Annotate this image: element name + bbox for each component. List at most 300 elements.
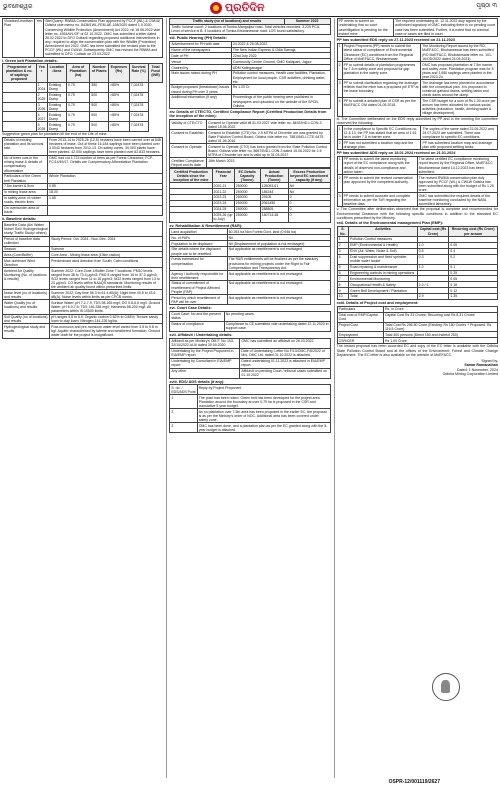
table-row bbox=[170, 358, 330, 368]
table-cell: 250000 bbox=[234, 212, 260, 222]
table-cell: Baseline Data (Air/ Water/ Noise/ Soil/ Hydrogeological study/ Traffic Study/ others) bbox=[4, 222, 48, 236]
table-cell: Hydrogeological study and results bbox=[3, 324, 50, 338]
table-cell: 7,02478 bbox=[129, 102, 148, 112]
table-cell: 29105 bbox=[260, 195, 288, 201]
sign-date: Dated: 1 November, 2024 bbox=[457, 367, 498, 372]
table-cell: Ambient Air Quality Monitoring (No. of locations & results) bbox=[3, 268, 50, 290]
table-cell: 350 bbox=[90, 82, 109, 92]
table-row bbox=[170, 368, 330, 378]
sign-org: Odisha Mining Corporation Limited bbox=[442, 372, 498, 377]
table-header-cell: Actual Production (Tonne) bbox=[260, 169, 288, 183]
table-cell: 250000 bbox=[234, 189, 260, 195]
plantation-details-table bbox=[2, 137, 163, 216]
table-header-cell: Capital cost (Rs Crore) bbox=[417, 227, 449, 237]
table-cell: OMC has been done, and a plantation plan as per the EC granted along with the 5-year budget is attached. bbox=[197, 423, 330, 433]
table-cell: 8 bbox=[337, 282, 348, 288]
table-row bbox=[337, 193, 497, 207]
table-cell: Date of PH bbox=[170, 53, 232, 59]
table-cell: 500 bbox=[90, 92, 109, 102]
column-2 bbox=[166, 18, 330, 778]
table-row bbox=[3, 122, 163, 132]
page-number: ପୃଷ୍ଠା ୩ bbox=[476, 3, 497, 9]
table-cell: Total bbox=[349, 294, 418, 300]
table-cell: Period of baseline data collection bbox=[3, 236, 50, 246]
table-cell: 2024-25 bbox=[212, 206, 234, 212]
table-cell: The latest certified EC compliance monitoring report issued by the Regional Office, MoEF&CC Bhubaneswar dated 14.12.2023 has been submitted. bbox=[417, 157, 497, 175]
table-cell: Site/Quarry: RWMA Conservation Plan approved by PCCF (WL) & CWLW; Odisha vide memo no. 8436/1WL-FEM-AE-158/2020 dated 1.9.2020. Conserving Wildlife Protection (Amendment) Act 2022, nit 18.06.2022 vide letter no. 4934/WL/OF of 02.10.2022. OMC has submitted a letter dated 28.02.2022 to DFO Cuttack regarding proposed additional interventions in any; required to align the conservation plan with the Wildlife (Protection) Amendment Act 2022. OMC has been submitted the revised plan to the PCCF (WL) and CWLW. Subsequently OMC has revised the RWMA and submitted to DFO, Cuttack on 23.03.2022. bbox=[44, 19, 163, 58]
table-cell: Rs. in Crore bbox=[383, 306, 497, 312]
table-cell: 250000 bbox=[234, 195, 260, 201]
table-cell: Any other bbox=[170, 368, 240, 378]
table-cell: Summer bbox=[50, 246, 163, 252]
table-cell bbox=[3, 102, 37, 112]
court-undertaking-table bbox=[337, 18, 498, 37]
table-cell: Status of commitment of resettlement of Project Affected People (PAP) bbox=[170, 281, 227, 295]
table-cell: 1 bbox=[337, 157, 342, 175]
table-cell: 2 2025 bbox=[37, 92, 46, 102]
table-cell: 0.12 bbox=[449, 288, 498, 294]
table-cell: 2 bbox=[337, 62, 342, 80]
table-cell: 1 2024 bbox=[37, 82, 46, 92]
violation-table bbox=[2, 18, 163, 58]
table-header-cell: Yea r bbox=[36, 64, 47, 82]
masthead-left-text: ଭୁବନେଶ୍ୱର bbox=[3, 3, 33, 10]
table-cell: Pollution control measures, Health care facilities, Plantation, Employment for local people, CSR activities, drinking water, etc. bbox=[231, 71, 330, 85]
table-header-cell: Financial Year bbox=[212, 169, 234, 183]
table-cell: 7,02478 bbox=[129, 82, 148, 92]
table-cell: Area (Core/Buffer) bbox=[3, 252, 50, 258]
table-row bbox=[337, 322, 497, 332]
table-cell: Surface Water: pH 7.2-7.9; TDS 98-165 mg/l; DO 5.8-6.6 mg/l. Ground Water: pH 6.9-7.6; TDS 146-338 mg/l; Hardness 88-200 mg/l. All parameters within IS:10500 limits. bbox=[50, 300, 163, 314]
table-cell: 0 bbox=[288, 206, 330, 212]
project-cost-heading: xxiii. Details of Project cost and employment: bbox=[336, 300, 419, 305]
table-cell: From 2013-14 to 2025-26 (12.5) hectares have been carried over at 548 hectares of lease. Out of these 16,184 saplings have been planted over 3.0043 hectares from 2012-13. On safety zones, 30,000 plants have been planted. 42,000 saplings have been planted over 62.833 hectares. bbox=[48, 137, 163, 155]
table-cell: PP needs to submit accurate and complete information as per the ToR regarding the baseline data. bbox=[342, 193, 417, 207]
table-cell: Whole Plantation bbox=[48, 174, 163, 184]
notice-code: OSPR-12/001119/2627 bbox=[388, 779, 440, 785]
table-cell: Status of compliance bbox=[170, 321, 224, 331]
table-cell: OMC had cut 4,723 number of trees as per Forest Clearance, FCP-FC/14/45/17. Details are Compensatory Afforestation Plantation. bbox=[48, 155, 163, 173]
table-cell: Not applicable as resettlement is not envisaged bbox=[227, 247, 330, 257]
table-row bbox=[3, 324, 163, 338]
table-cell: Court Case: No and the present status bbox=[170, 311, 224, 321]
table-header-cell: Certified Production Details since the inception of the mine bbox=[170, 169, 212, 183]
eds-reply-heading: PP has submitted EDS reply on 27.11.2023 received on 21.11.2023 bbox=[336, 38, 455, 43]
table-cell: 16th March 2023 bbox=[207, 158, 331, 168]
public-hearing-table bbox=[169, 41, 330, 109]
table-cell: 3 bbox=[337, 193, 342, 207]
table-cell: S. no. / EDS/ADS Point bbox=[171, 385, 196, 394]
table-cell: Occupational Health & Safety bbox=[349, 282, 418, 288]
table-cell: Particulars bbox=[337, 306, 383, 312]
table-cell: Name of the newspapers bbox=[170, 47, 232, 53]
table-cell: Undertaking by the Project Proponent in EIA/EMP report bbox=[170, 348, 240, 358]
table-cell: 0.05 bbox=[449, 276, 498, 282]
emp-heading: xxii. Details of the Environmental management Plan (EMP): bbox=[336, 221, 443, 226]
table-cell: Budget proposed (breakdown) issues raised during PH over 3 years bbox=[170, 85, 232, 95]
table-cell: 4 bbox=[337, 254, 348, 264]
table-cell: Road repairing & maintenance bbox=[349, 264, 418, 270]
table-cell: The R&R entitlements will be finalized as per the statutory provisions for mining projects under the Right to Fair Compensation and Transparency Act. bbox=[227, 257, 330, 271]
table-cell: Season bbox=[3, 246, 50, 252]
table-row bbox=[337, 62, 497, 80]
table-cell: Additional information (If any) bbox=[170, 95, 232, 109]
table-cell: Post-monsoon and pre-monsoon water level varied from 3.5 to 9.8 m bgl. Aquifer characterised by laterite and weathered formation. Ground water draft for the project is insignificant. bbox=[50, 324, 163, 338]
table-cell: 0 bbox=[288, 212, 330, 222]
table-row bbox=[170, 348, 330, 358]
table-cell: The revised RWMA conservation plan duly approved by PCCF (WL) & CWLW Odisha has been submitted along with the budget of Rs 1.26 crore. bbox=[417, 175, 497, 193]
table-row bbox=[337, 140, 497, 150]
table-row bbox=[170, 144, 330, 158]
table-header-cell: EC Details Capacity (Tonne) bbox=[234, 169, 260, 183]
table-row bbox=[3, 155, 163, 173]
table-cell: 185244 bbox=[260, 189, 288, 195]
court-table bbox=[169, 311, 330, 332]
table-cell: 0.5 bbox=[417, 248, 449, 254]
table-header-cell: Expenses (Rs) bbox=[109, 64, 130, 82]
table-cell: Land acquisition bbox=[170, 229, 227, 235]
green-belt-table bbox=[2, 63, 163, 132]
table-cell: Validity of CTE/CTO bbox=[170, 120, 207, 130]
table-cell bbox=[48, 205, 163, 215]
table-cell: The Monitoring Report issued by the RO, MoEF&CC, Bhubaneswar has been submitted (RO MoEF&CC, Bhubaneswar letter no. 101-16/OD/2022 dated 24.05.2023). bbox=[421, 43, 498, 61]
table-cell: 3 2026 bbox=[37, 102, 46, 111]
table-cell: Consent to Establish (CTE) No. 2.5 MTPA of Chromite ore was granted by State Pollution Control Board, Odisha vide letter no. 7581/IND-I-CTE-6475 dated 01.06.2016 bbox=[207, 130, 331, 144]
table-row bbox=[170, 257, 330, 271]
table-cell: Noise level (no of locations) and results bbox=[3, 290, 50, 300]
table-cell: >85% bbox=[109, 102, 130, 112]
column-1 bbox=[2, 18, 163, 778]
table-cell: 0.2 bbox=[449, 254, 498, 264]
table-cell: Study Period: Oct. 2024 - Nov.-Dec. 2024 bbox=[50, 236, 163, 246]
table-cell: Consent to Operate (CTO) has been granted from the State Pollution Control Board, Odisha vide letter no. 8667/IND-I-CON-3 dated 15.06.2022 for 2.5 MTPA of Chromite ore and is valid up to 31.03.2027. bbox=[207, 144, 331, 158]
deliberation-text: v. The Committee after deliberation observed that the proposal is complete and recommended for Environmental Clearance with the following specific conditions in addition to the standard EC conditions prescribed by the Ministry. bbox=[336, 207, 498, 220]
table-row bbox=[170, 395, 330, 409]
table-cell: Total 400 persons (Direct 150 and Indirect 250) bbox=[383, 332, 497, 338]
undertaking-request: PP needs to submit an undertaking that no court case/litigation is pending for the instant mine. bbox=[337, 19, 394, 37]
table-row bbox=[3, 314, 163, 324]
table-cell: OMC has proposed plantation at 7.5m barrier and safety zone. Plantation program was for 5 years and 1,650 saplings were planted in the year 2023-24. bbox=[421, 62, 498, 80]
table-row bbox=[3, 19, 163, 58]
table-cell: 3 bbox=[337, 80, 342, 98]
table-cell: 6 bbox=[337, 270, 348, 276]
table-cell: As no plantation over 7.5m area has been proposed in the earlier EC, the proposal is as per the Ministry's order of NOC. Additional area has been covered under safety zone. bbox=[197, 409, 330, 423]
table-row bbox=[3, 112, 163, 122]
table-cell: 1 bbox=[337, 237, 348, 243]
table-cell: 2 bbox=[337, 242, 348, 248]
table-row bbox=[170, 247, 330, 257]
column-3 bbox=[334, 18, 498, 778]
table-cell: No of trees cuts in the mining lease & details of compensatory afforestation bbox=[3, 155, 48, 173]
table-row bbox=[170, 409, 330, 423]
table-cell: 7 bbox=[337, 276, 348, 282]
table-cell: 0.4 bbox=[449, 248, 498, 254]
table-cell: OMC has submitted the required details of the baseline monitoring conducted by the NABL accredited laboratory. bbox=[417, 193, 497, 207]
table-cell: Capital Cost Rs 23 Crores; Recurring cost Rs 8.31 Crores bbox=[383, 312, 497, 322]
table-cell: Site details where the displaced people are to be resettled bbox=[170, 247, 227, 257]
table-cell: Predominant wind direction from South; Calm conditions bbox=[50, 258, 163, 268]
table-cell: Green Belt Development / Plantation bbox=[349, 288, 418, 294]
table-cell: 500 bbox=[90, 102, 109, 112]
table-cell: OMC has submitted an affidavit on 26.03.2022 bbox=[240, 338, 330, 348]
table-row bbox=[170, 271, 330, 281]
table-row bbox=[170, 212, 330, 222]
table-row bbox=[3, 92, 163, 102]
table-cell: Engineering controls in mining operations bbox=[349, 270, 418, 276]
table-cell: In mining lease area bbox=[3, 189, 48, 195]
newspaper-logo bbox=[210, 1, 265, 15]
table-row bbox=[170, 85, 330, 95]
table-row bbox=[170, 281, 330, 295]
table-cell: PP to submit clarification regarding the drainage reflects that the mine has a proposed pit/ ETP at the lease boundary. bbox=[342, 80, 421, 98]
committee-observation: iii. The Committee deliberated on the EDS reply submitted by PP and in the meeting the committee observed the following: bbox=[336, 116, 498, 125]
table-cell: PP to submit details of plantation programmes for 7.5 m safety zone and proposal for gap plantation in the safety zone. bbox=[342, 62, 421, 80]
masthead bbox=[0, 0, 500, 17]
table-cell: No. of PAFs bbox=[170, 235, 227, 241]
traffic-label: Traffic study (no of locations) and results bbox=[170, 19, 284, 25]
table-row bbox=[337, 80, 497, 98]
table-cell: 500 bbox=[90, 112, 109, 122]
table-cell: PP to submit a detailed plan of CSR as per the MoEF&CC OM dated 01.05.2018. bbox=[342, 98, 421, 116]
table-cell: PP has not submitted a location map and the drainage plan. bbox=[342, 140, 421, 150]
table-cell bbox=[3, 112, 37, 122]
table-cell: Nil (Displacement of population is not envisaged) bbox=[227, 241, 330, 247]
traffic-study-table bbox=[169, 18, 330, 35]
table-row bbox=[3, 236, 163, 246]
table-header-cell: Survival Rate (%) bbox=[129, 64, 148, 82]
eds-reply-table bbox=[337, 43, 498, 117]
table-cell: 250000 bbox=[234, 183, 260, 189]
table-row bbox=[170, 385, 330, 395]
consent-table bbox=[169, 119, 330, 168]
table-cell: 4 bbox=[337, 98, 342, 116]
table-cell: Venue bbox=[170, 59, 232, 65]
table-row bbox=[3, 102, 163, 112]
table-cell: Project Cost bbox=[337, 322, 383, 332]
table-cell: Affidavit as per Ministry's OM F. No. IA3-22/10/2022-IA.III dated 30.09.2020 bbox=[170, 338, 240, 348]
table-cell: The CSR budget for a sum of Rs 1.00 crore per annum has been allocated for various social activities (education, health, drinking water & village development). bbox=[422, 98, 496, 116]
table-header-cell: Location /Area bbox=[47, 64, 66, 82]
signature-block bbox=[337, 359, 498, 376]
baseline-table bbox=[2, 221, 163, 338]
table-cell: Dust suppression and fixed sprinkler, mobile water tanker bbox=[349, 254, 418, 264]
notice-columns bbox=[2, 18, 498, 778]
table-cell: >85% bbox=[109, 122, 130, 132]
table-cell: Nil bbox=[288, 189, 330, 195]
table-cell: Main issues raised during PH bbox=[170, 71, 232, 85]
table-header-cell: Number of Plants bbox=[90, 64, 109, 82]
table-cell: 18.00 bbox=[48, 189, 163, 195]
table-row bbox=[3, 174, 163, 184]
table-cell: 3 bbox=[337, 248, 348, 254]
table-cell: Summer 2022: Core Zone 1/Buffer Zone 7 locations. PM10 levels ranged from 38 to 73.4 µg/m3; PM2.5 ranged from 16 to 37.0 µg/m3; SO2 levels ranged from 11 to 16 µg/m3; NO2 levels ranged from 13 to 20 µg/m3. CO levels within NAAQS standards. Monitoring results of the ambient air quality found within prescribed limits. bbox=[50, 268, 163, 290]
table-row bbox=[170, 130, 330, 144]
table-cell: 0.85 bbox=[48, 184, 163, 190]
table-cell: PP needs to submit the latest monitoring report of the EC compliance along with the details of observed non-compliance and action taken. bbox=[342, 157, 417, 175]
eds-ads-table bbox=[169, 384, 330, 433]
table-row bbox=[170, 158, 330, 168]
table-cell: >85% bbox=[109, 112, 130, 122]
table-cell: 0.3 bbox=[417, 254, 449, 264]
emp-table bbox=[337, 226, 498, 300]
table-cell: Existing Dump bbox=[47, 122, 66, 132]
table-cell: 2025-26 (up to July) bbox=[213, 213, 233, 222]
table-cell: Date of Undertaking: Letter No.F/13/OMC-F/6/2022 of M/s. OMC Ltd. dated 01.10.2022 is attached. bbox=[240, 348, 330, 358]
table-cell: Chaired by bbox=[170, 65, 232, 71]
table-cell: No pending cases bbox=[224, 311, 330, 321]
corporation-emblem-icon bbox=[432, 673, 460, 701]
consent-heading: xiv. Details of CTE/CTO, Certified Compliance Report (Certified Production Details from the inception of the mine): bbox=[169, 110, 327, 119]
table-row bbox=[337, 312, 497, 322]
table-row bbox=[170, 295, 330, 305]
table-cell: 1.0 bbox=[417, 242, 449, 248]
green-belt-heading: i. Green belt Plantation details: bbox=[2, 58, 58, 63]
table-cell: 125093.61 bbox=[260, 183, 288, 189]
undertaking-heading: xvii. Affidavit / Undertaking details: bbox=[169, 332, 233, 337]
table-cell: 2.9 bbox=[417, 294, 449, 300]
table-cell: Reply by Project Proponent bbox=[197, 385, 330, 395]
table-cell: Not applicable as resettlement is not envisaged. bbox=[227, 295, 330, 305]
table-row bbox=[337, 254, 497, 264]
table-cell: 1 bbox=[337, 126, 342, 140]
table-header-cell: S. No. bbox=[337, 227, 348, 237]
table-cell: 160714.48 bbox=[260, 212, 288, 222]
table-cell: The copies of the same dated 22.06.2022 and 24.07.2023 are submitted. There was compliance to specific EC conditions. bbox=[421, 126, 498, 140]
table-row bbox=[170, 71, 330, 85]
table-cell: 0.75 bbox=[67, 112, 90, 122]
table-cell: Rs 1.00 Cr bbox=[231, 85, 330, 95]
table-cell: ADM Kalinganagar bbox=[231, 65, 330, 71]
table-cell: 0.75 bbox=[67, 102, 90, 112]
table-row bbox=[337, 157, 497, 175]
table-cell: EMP (Environmental & Health) bbox=[349, 242, 418, 248]
court-heading: xvi. Court Case Details: bbox=[169, 306, 212, 311]
table-row bbox=[170, 311, 330, 321]
ads-reply-table bbox=[337, 156, 498, 207]
table-cell: >85% bbox=[109, 82, 130, 92]
table-cell: Existing Dump bbox=[47, 102, 66, 112]
table-row bbox=[337, 126, 497, 140]
table-cell: 0.25 bbox=[449, 270, 498, 276]
table-cell: 2 bbox=[337, 175, 342, 193]
table-cell: Funds earmarked for compensation bbox=[170, 257, 227, 271]
traffic-season: Summer 2022 bbox=[284, 19, 330, 25]
table-cell: Soil Quality (no of locations) and results bbox=[3, 314, 50, 324]
table-cell: Consent to Establish bbox=[170, 130, 207, 144]
table-cell: 22nd July 2022 bbox=[231, 53, 330, 59]
table-cell: Consent to Operate bbox=[170, 144, 207, 158]
table-cell: 5 2028 bbox=[37, 122, 46, 131]
table-row bbox=[3, 300, 163, 314]
table-header-cell: Area of Plantation (ha) bbox=[67, 64, 90, 82]
eds-ads-heading: xviii. EDS/ ADS details (if any): bbox=[169, 379, 225, 384]
table-cell: Violation/Lessthan Plan bbox=[3, 19, 35, 58]
table-cell: Consent to Operate valid till 31.03.2027 vide letter no. 8492/IND-I-CON-3 dated 15.06.2022 bbox=[207, 120, 331, 130]
table-row bbox=[337, 175, 497, 193]
table-cell: Agency / Authority responsible for their resettlement bbox=[170, 271, 227, 281]
table-cell: 2 bbox=[170, 409, 197, 423]
table-cell: On overburden area of tracts bbox=[3, 205, 48, 215]
table-row bbox=[3, 268, 163, 290]
table-row bbox=[170, 423, 330, 433]
table-cell: 0 bbox=[288, 200, 330, 206]
table-row bbox=[3, 290, 163, 300]
table-cell: pH ranges 5.8 to 6.9; Organic carbon 0.52% to 0.88%; Texture sandy loam to clay loam; Nitrogen 144-226 kg/ha. bbox=[50, 314, 163, 324]
table-cell: Rs 1.00 Crore bbox=[383, 338, 497, 344]
table-cell: 1.0 bbox=[417, 264, 449, 270]
table-cell: The New Indian Express & Odia Samaja bbox=[231, 47, 330, 53]
table-row bbox=[337, 294, 497, 300]
table-cell: 24.2022 & 26.08.2022 bbox=[231, 41, 330, 47]
table-cell: 2021-22 bbox=[212, 189, 234, 195]
table-cell: 0.75 bbox=[67, 92, 90, 102]
table-cell: 0.05 bbox=[449, 242, 498, 248]
baseline-heading: ii. Baseline details: bbox=[2, 216, 37, 221]
table-cell: 4 2027 bbox=[37, 112, 46, 121]
table-cell: Advertisement for PH with date bbox=[170, 41, 232, 47]
table-cell: 7,02478 bbox=[129, 92, 148, 102]
table-row bbox=[337, 43, 497, 61]
table-cell: The point has been noted. Green belt has been developed for the project area. Plantation around the boundary at over 0.75 ha is proposed in the CSR and cumulative 5 year budget. bbox=[197, 395, 330, 409]
table-row bbox=[3, 195, 163, 205]
table-cell: Undertaking by Consultant in EIA/EMP report bbox=[170, 358, 240, 368]
table-cell: Period by which resettlement of PAP will be over bbox=[170, 295, 227, 305]
table-header-cell: Excess Production beyond EC sanctioned capacity (if any) bbox=[288, 169, 330, 183]
rr-heading: xv. Rehabilitation & Resettlement (R&R): bbox=[169, 223, 243, 228]
production-table bbox=[169, 168, 330, 222]
logo-sun-icon bbox=[210, 2, 222, 14]
table-cell: 0.75 bbox=[67, 122, 90, 132]
green-belt-note: Suggestive green plan for plantation till the end of the Life of mine. bbox=[2, 132, 108, 137]
table-cell: 1.65 bbox=[48, 195, 163, 205]
table-cell: 1.35 bbox=[449, 294, 498, 300]
table-row bbox=[170, 120, 330, 130]
footer bbox=[0, 778, 500, 788]
table-row bbox=[3, 137, 163, 155]
table-cell bbox=[50, 222, 163, 236]
table-cell: Environmental Monitoring bbox=[349, 276, 418, 282]
table-cell: In the compliance to Specific EC Conditions no. 12 & 13, the PP has stated that an area of 1.61 ha is under 7.5 m barrier zone. bbox=[342, 126, 421, 140]
table-cell: 7,02478 bbox=[129, 112, 148, 122]
table-cell: Not applicable as resettlement is not envisaged. bbox=[227, 281, 330, 295]
table-cell: Water Quality (no of locations) and results bbox=[3, 300, 50, 314]
table-row bbox=[337, 338, 497, 344]
table-cell bbox=[170, 212, 212, 222]
table-cell: 250000 bbox=[234, 200, 260, 206]
ads-reply-heading: PP has submitted ADS reply on 18.01.2024 received on 21.01.2024 bbox=[336, 151, 456, 156]
table-cell: Existing Dump bbox=[47, 112, 66, 122]
table-cell: Existing Dump bbox=[47, 82, 66, 92]
table-cell: Affidavit on pending Court / tribunal cases submitted on 01.10.2022 bbox=[240, 368, 330, 378]
table-cell: 1 bbox=[337, 43, 342, 61]
table-header-cell: Total Fund (INR) bbox=[148, 64, 163, 82]
table-cell bbox=[3, 122, 37, 132]
table-cell: 9 bbox=[337, 288, 348, 294]
table-header-cell: Programme of plantation & no. of saplings proposed bbox=[3, 64, 37, 82]
table-cell: The drainage has been planned in accordance with the conceptual plan. It is proposed to construct garland drains, settling tanks and check dams around the dump. bbox=[421, 80, 498, 98]
table-cell: Project Proponent (PP) needs to submit the latest status of compliance of Environmental Clearance (EC) conditions from the Regional Office of MoEF&CC, Bhubaneswar. bbox=[342, 43, 421, 61]
table-cell: Nil bbox=[288, 183, 330, 189]
table-cell: 60.253 ha Non Forest Govt. land (0.946 ha) bbox=[227, 229, 330, 235]
table-cell: 2023-24 bbox=[212, 200, 234, 206]
table-header-cell: Activities bbox=[349, 227, 418, 237]
traffic-text: Traffic Volume count: 2 locations of Tomka-Mangalpur road. Total vehicles recorded: 3,225 PCU. Level of service is B. 4 locations of Tomka-Bhubaneswar road. LOS found satisfactory. bbox=[170, 24, 330, 34]
table-cell: 2020-21 bbox=[212, 183, 234, 189]
table-cell: 500 bbox=[90, 122, 109, 132]
table-row bbox=[3, 222, 163, 236]
table-cell: Proceedings of the public hearing were published in newspapers and uploaded on the website of the SPCB, Odisha. bbox=[231, 95, 330, 109]
table-cell: Employment bbox=[337, 332, 383, 338]
